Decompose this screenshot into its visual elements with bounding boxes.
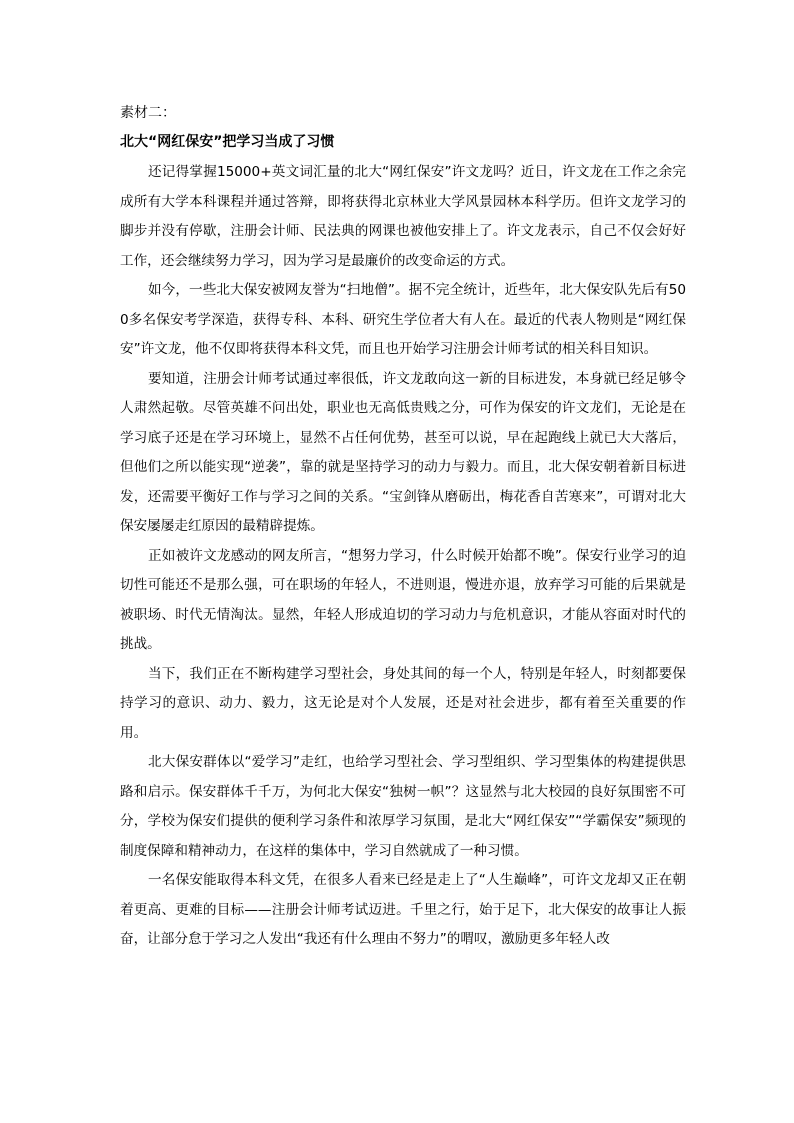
paragraph-1: 还记得掌握15000+英文词汇量的北大“网红保安”许文龙吗？近日，许文龙在工作之余完成所有大学本科课程并通过答辩，即将获得北京林业大学风景园林本科学历。但许文龙学习的脚步并没有停歇，注册会计师、民法典的网课也被他安排上了。许文龙表示，自己不仅会好好工作，还会继续努力学习，因为学习是最廉价的改变命运的方式。: [120, 164, 686, 269]
material-label: 素材二：: [120, 105, 176, 121]
paragraph-2: 如今，一些北大保安被网友誉为“扫地僧”。据不完全统计，近些年，北大保安队先后有500多名保安考学深造，获得专科、本科、研究生学位者大有人在。最近的代表人物则是“网红保安”许文龙，他不仅即将获得本科文凭，而且也开始学习注册会计师考试的相关科目知识。: [120, 282, 686, 357]
paragraph-6: 北大保安群体以“爱学习”走红，也给学习型社会、学习型组织、学习型集体的构建提供思路和启示。保安群体千千万，为何北大保安“独树一帜”？这显然与北大校园的良好氛围密不可分，学校为保安们提供的便利学习条件和浓厚学习氛围，是北大“网红保安”“学霸保安”频现的制度保障和精神动力，在这样的集体中，学习自然就成了一种习惯。: [120, 754, 686, 859]
document-page: [120, 100, 686, 955]
article-title: 北大“网红保安”把学习当成了习惯: [120, 134, 335, 150]
paragraph-4: 正如被许文龙感动的网友所言，“想努力学习，什么时候开始都不晚”。保安行业学习的迫切性可能还不是那么强，可在职场的年轻人，不进则退，慢进亦退，放弃学习可能的后果就是被职场、时代无情淘汰。显然，年轻人形成迫切的学习动力与危机意识，才能从容面对时代的挑战。: [120, 547, 686, 652]
paragraph-7: 一名保安能取得本科文凭，在很多人看来已经是走上了“人生巅峰”，可许文龙却又正在朝着更高、更难的目标——注册会计师考试迈进。千里之行，始于足下，北大保安的故事让人振奋，让部分怠于学习之人发出“我还有什么理由不努力”的喟叹，激励更多年轻人改: [120, 872, 686, 947]
paragraph-3: 要知道，注册会计师考试通过率很低，许文龙敢向这一新的目标进发，本身就已经足够令人肃然起敬。尽管英雄不问出处，职业也无高低贵贱之分，可作为保安的许文龙们，无论是在学习底子还是在学习环境上，显然不占任何优势，甚至可以说，早在起跑线上就已大大落后，但他们之所以能实现“逆袭”，靠的就是坚持学习的动力与毅力。而且，北大保安朝着新目标进发，还需要平衡好工作与学习之间的关系。“宝剑锋从磨砺出，梅花香自苦寒来”，可谓对北大保安屡屡走红原因的最精辟提炼。: [120, 370, 686, 534]
paragraph-5: 当下，我们正在不断构建学习型社会，身处其间的每一个人，特别是年轻人，时刻都要保持学习的意识、动力、毅力，这无论是对个人发展，还是对社会进步，都有着至关重要的作用。: [120, 665, 686, 741]
